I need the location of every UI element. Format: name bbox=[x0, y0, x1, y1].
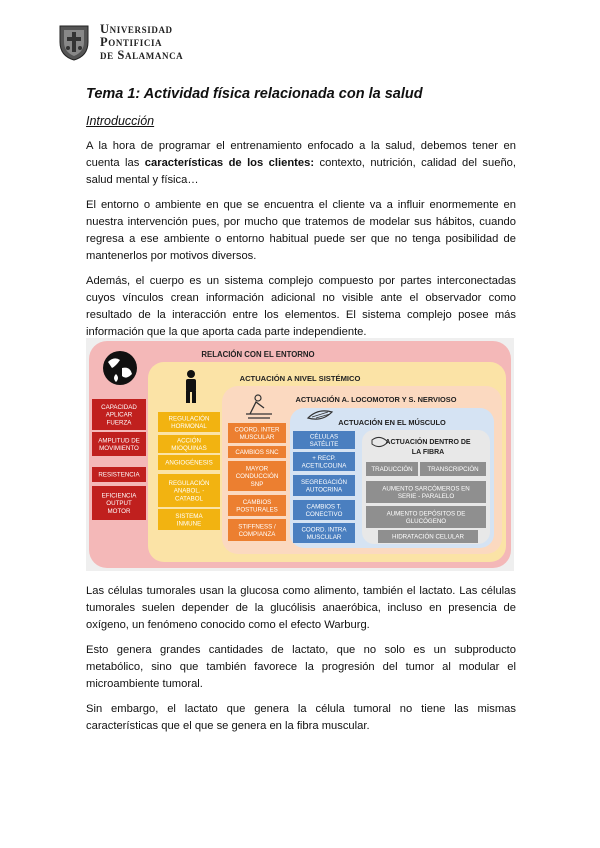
person-icon bbox=[187, 370, 195, 378]
university-header bbox=[56, 20, 183, 64]
title-sistemico: ACTUACIÓN A NIVEL SISTÉMICO bbox=[239, 374, 361, 383]
paragraph-2: El entorno o ambiente en que se encuentra el cliente va a influir enormemente en nuestra intervención pues, por mucho que tratemos de modelar sus hábitos, cuando regresa a ese ambiente o entorno habitual puede ser que no tenga posibilidad de mantenerlos por motivos diversos. bbox=[86, 199, 516, 262]
blue-box-4-label-0: COORD. INTRA bbox=[301, 526, 347, 534]
orange-box-1-label-0: CAMBIOS SNC bbox=[235, 449, 279, 457]
document-body bbox=[86, 86, 516, 349]
grey-box-4-label-0: HIDRATACIÓN CELULAR bbox=[392, 533, 464, 541]
grey-box-0-label-0: TRADUCCIÓN bbox=[371, 466, 413, 474]
orange-box-3-label-1: POSTURALES bbox=[236, 506, 278, 514]
title-entorno: RELACIÓN CON EL ENTORNO bbox=[201, 350, 315, 359]
orange-box-4-label-0: STIFFNESS / bbox=[238, 523, 276, 531]
paragraph-6: Sin embargo, el lactato que genera la célula tumoral no tiene las mismas características que el que se genera en la fibra muscular. bbox=[86, 703, 516, 732]
blue-box-2-label-1: AUTOCRINA bbox=[305, 486, 343, 494]
yellow-box-4-label-0: SISTEMA bbox=[175, 512, 203, 520]
orange-box-3-label-0: CAMBIOS bbox=[242, 498, 272, 506]
paragraph-3: Además, el cuerpo es un sistema complejo compuesto por partes interconectadas cuyos vínculos crean información adicional no visible ante el observador como resultado de la interacción entre los elementos. El sistema complejo posee más información que la que aporta cada parte independiente. bbox=[86, 275, 516, 338]
paragraph-4: Las células tumorales usan la glucosa como alimento, también el lactato. Las células tumorales suelen depender de la glucólisis anaeróbica, incluso en presencia de oxígeno, un fenómeno conocido como el efecto Warburg. bbox=[86, 585, 516, 631]
yellow-box-2-label-0: ANGIOGÉNESIS bbox=[165, 459, 213, 467]
person-icon-leg-right bbox=[192, 391, 196, 403]
blue-box-1-label-0: + RECP. bbox=[312, 454, 336, 462]
paragraph-1-bold: características de los clientes: bbox=[144, 157, 315, 169]
yellow-box-4-label-1: INMUNE bbox=[176, 520, 202, 528]
yellow-box-3-label-1: ANABOL. - bbox=[173, 487, 205, 495]
orange-box-2-label-2: SNP bbox=[250, 480, 264, 488]
red-box-3-label-1: OUTPUT bbox=[106, 500, 132, 508]
yellow-box-1-label-1: MIOQUINAS bbox=[171, 444, 207, 452]
systems-diagram-svg bbox=[86, 338, 514, 571]
yellow-box-0-label-1: HORMONAL bbox=[171, 422, 207, 430]
grey-box-2-label-1: SERIE - PARALELO bbox=[397, 492, 455, 500]
orange-box-0-label-0: COORD. INTER bbox=[234, 426, 280, 434]
red-box-3-label-2: MOTOR bbox=[107, 507, 131, 515]
red-box-1-label-1: MOVIMIENTO bbox=[99, 444, 139, 452]
university-name bbox=[100, 23, 183, 62]
blue-box-4-label-1: MUSCULAR bbox=[306, 533, 342, 541]
systems-diagram bbox=[86, 338, 514, 571]
paragraph-1-text-b: contexto, nutrición, calidad del sueño, salud mental y física… bbox=[86, 157, 517, 186]
title-fibra-2: LA FIBRA bbox=[411, 449, 445, 456]
grey-box-3-label-1: GLUCÓGENO bbox=[405, 517, 447, 525]
globe-icon bbox=[103, 351, 137, 385]
red-box-3-label-0: EFICIENCIA bbox=[101, 492, 137, 500]
red-box-0-label-1: APLICAR bbox=[105, 411, 133, 419]
blue-box-1-label-1: ACETILCOLINA bbox=[301, 462, 347, 470]
paragraph-1-text-a: A la hora de programar el entrenamiento enfocado a la salud, debemos tener en cuenta las bbox=[86, 140, 516, 169]
university-name-line2: Pontificia bbox=[100, 34, 163, 49]
section-heading: Introducción bbox=[86, 114, 155, 128]
title-locomotor: ACTUACIÓN A. LOCOMOTOR Y S. NERVIOSO bbox=[295, 395, 457, 404]
blue-box-0-label-1: SATÉLITE bbox=[309, 440, 339, 448]
person-icon-body bbox=[186, 379, 196, 392]
university-name-line3: de Salamanca bbox=[100, 47, 184, 62]
title-fibra-1: ACTUACIÓN DENTRO DE bbox=[385, 439, 471, 446]
university-name-line1: Universidad bbox=[100, 21, 173, 36]
orange-box-0-label-1: MUSCULAR bbox=[239, 433, 275, 441]
red-box-1-label-0: AMPLITUD DE bbox=[98, 437, 140, 445]
blue-box-0-label-0: CÉLULAS bbox=[309, 433, 339, 441]
blue-box-3-label-1: CONECTIVO bbox=[305, 510, 343, 518]
red-box-0-label-2: FUERZA bbox=[106, 419, 132, 427]
paragraph-1 bbox=[86, 138, 516, 189]
yellow-box-1-label-0: ACCIÓN bbox=[176, 437, 202, 445]
title-musculo: ACTUACIÓN EN EL MÚSCULO bbox=[338, 418, 446, 427]
orange-box-4-label-1: COMPIANZA bbox=[238, 530, 276, 538]
orange-box-2-label-1: CONDUCCIÓN bbox=[235, 473, 279, 481]
page-title: Tema 1: Actividad física relacionada con la salud bbox=[86, 86, 423, 102]
grey-box-1-label-0: TRANSCRIPCIÓN bbox=[427, 466, 479, 474]
yellow-box-3-label-2: CATABOL bbox=[175, 495, 203, 503]
university-seal-icon bbox=[56, 22, 92, 62]
document-body-continued bbox=[86, 583, 516, 743]
blue-box-2-label-0: SEGREGACIÓN bbox=[300, 478, 348, 486]
grey-box-2-label-0: AUMENTO SARCÓMEROS EN bbox=[382, 485, 470, 493]
orange-box-2-label-0: MAYOR bbox=[245, 465, 269, 473]
red-box-0-label-0: CAPACIDAD bbox=[101, 404, 137, 412]
red-box-2-label-0: RESISTENCIA bbox=[98, 471, 140, 479]
blue-box-3-label-0: CAMBIOS T. bbox=[306, 503, 342, 511]
yellow-box-0-label-0: REGULACIÓN bbox=[168, 415, 210, 423]
yellow-box-3-label-0: REGULACIÓN bbox=[168, 480, 210, 488]
paragraph-5: Esto genera grandes cantidades de lactato, que no solo es un subproducto metabólico, sino que también favorece la progresión del tumor al modular el microambiente tumoral. bbox=[86, 644, 516, 690]
person-icon-leg-left bbox=[186, 391, 190, 403]
grey-box-3-label-0: AUMENTO DEPÓSITOS DE bbox=[386, 510, 466, 518]
